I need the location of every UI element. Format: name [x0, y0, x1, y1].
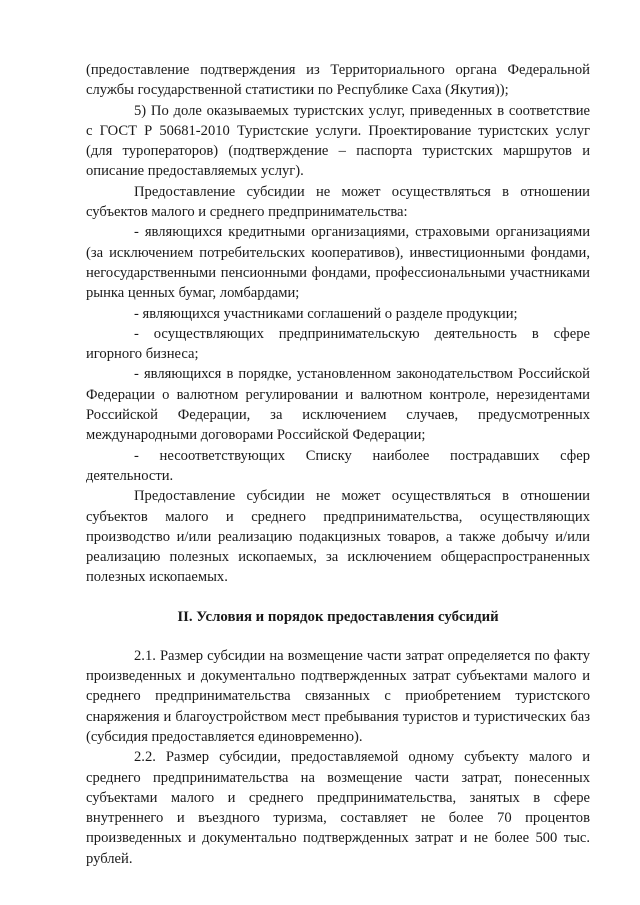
list-item-gambling: - осуществляющих предпринимательскую деятельность в сфере игорного бизнеса; [86, 325, 590, 363]
paragraph-criterion-5: 5) По доле оказываемых туристских услуг, приведенных в соответствие с ГОСТ Р 50681-2010 Туристские услуги. Проектирование туристских услуг (для туроператоров) (подтверждение – паспорта туристских маршрутов и описание предоставляемых услуг). [86, 102, 590, 180]
list-item-financial-organizations: - являющихся кредитными организациями, страховыми организациями (за исключением потребительских кооперативов), инвестиционными фондами, негосударственными пенсионными фондами, профессиональными участниками рынка ценных бумаг, ломбардами; [86, 224, 590, 302]
paragraph-2-1: 2.1. Размер субсидии на возмещение части затрат определяется по факту произведенных и документально подтвержденных затрат субъектами малого и среднего предпринимательства связанных с приобретением туристского снаряжения и благоустройством мест пребывания туристов и туристических баз (субсидия предоставляется единовременно). [86, 647, 590, 745]
paragraph-statistics-confirmation: (предоставление подтверждения из Территориального органа Федеральной службы государственной статистики по Республике Саха (Якутия)); [86, 62, 590, 99]
list-item-affected-sectors: - несоответствующих Списку наиболее пострадавших сфер деятельности. [86, 447, 590, 484]
paragraph-excise-exclusion: Предоставление субсидии не может осуществляться в отношении субъектов малого и среднего предпринимательства, осуществляющих производство и/или реализацию подакцизных товаров, а также добычу и/или реализацию полезных ископаемых, за исключением общераспространенных полезных ископаемых. [86, 488, 590, 586]
section-heading: II. Условия и порядок предоставления субсидий [177, 608, 499, 625]
paragraph-2-2: 2.2. Размер субсидии, предоставляемой одному субъекту малого и среднего предпринимательства на возмещение части затрат, понесенных субъектами малого и среднего предпринимательства, занятых в сфере внутреннего и въездного туризма, составляет не более 70 процентов произведенных и документально подтвержденных затрат и не более 500 тыс. рублей. [86, 749, 590, 867]
list-item-production-sharing: - являющихся участниками соглашений о разделе продукции; [134, 305, 518, 322]
list-item-non-residents: - являющихся в порядке, установленном законодательством Российской Федерации о валютном регулировании и валютном контроле, нерезидентами Российской Федерации, за исключением случаев, предусмотренных международными договорами Российской Федерации; [86, 366, 590, 444]
paragraph-subsidy-exclusions-intro: Предоставление субсидии не может осуществляться в отношении субъектов малого и среднего предпринимательства: [86, 183, 590, 221]
